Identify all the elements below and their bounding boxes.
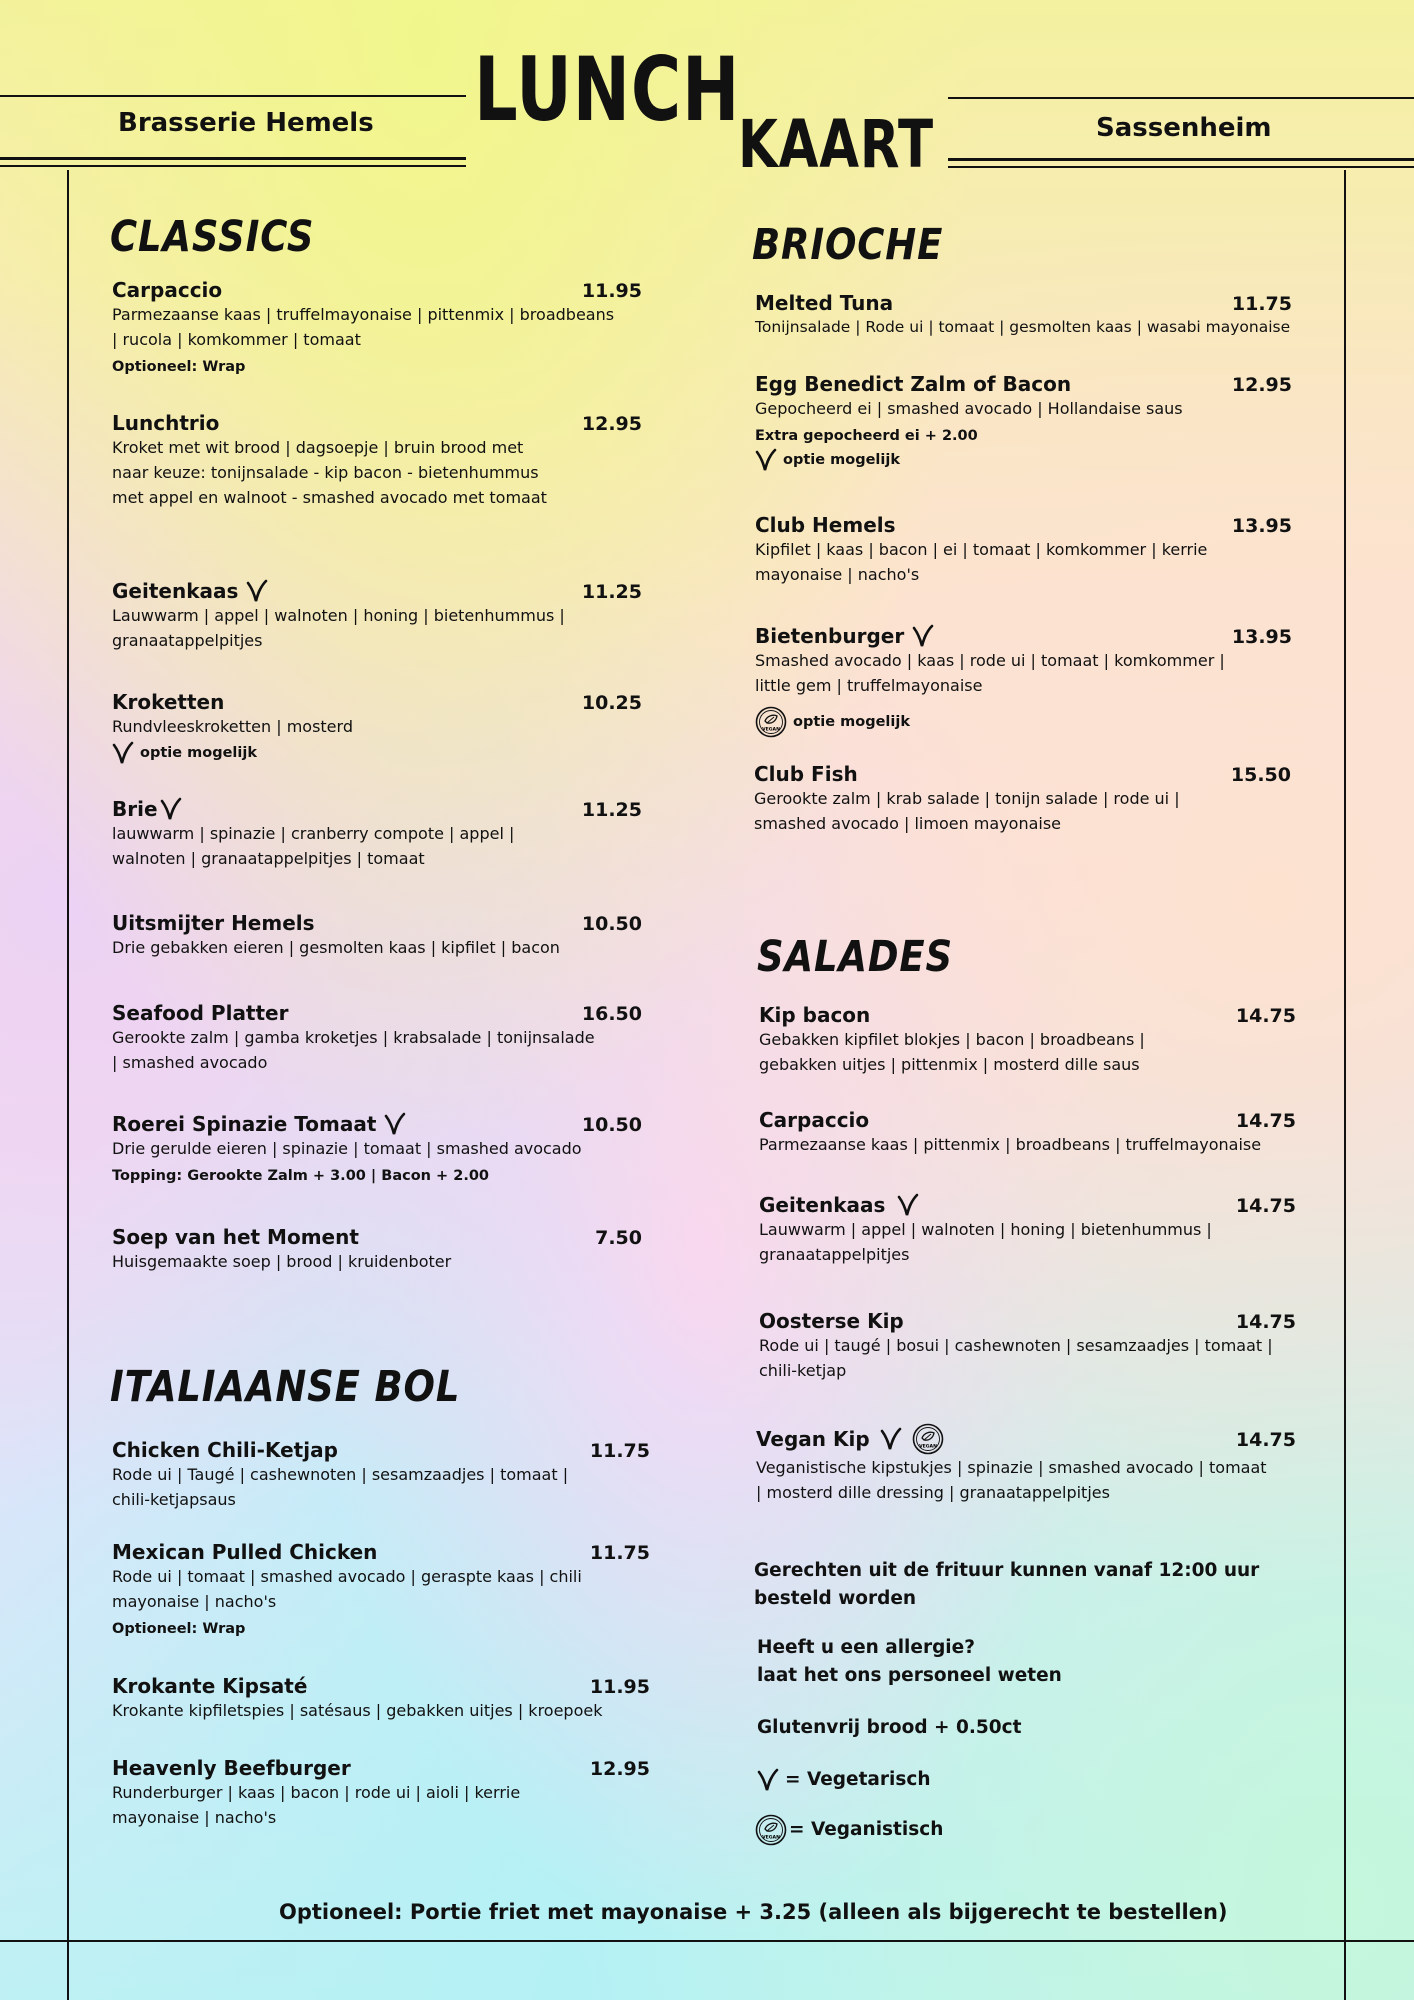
vegetarian-leaf-icon	[755, 448, 777, 472]
menu-item	[112, 1112, 642, 1184]
frituur-notice: Gerechten uit de frituur kunnen vanaf 12:00 uur besteld worden	[754, 1560, 1260, 1609]
item-description: Smashed avocado | kaas | rode ui | tomaat | komkommer | little gem | truffelmayonaise	[755, 651, 1225, 695]
item-description: Rode ui | tomaat | smashed avocado | geraspte kaas | chili mayonaise | nacho's	[112, 1567, 582, 1611]
vegetarian-leaf-icon	[112, 741, 134, 765]
gluten-free-notice: Glutenvrij brood + 0.50ct	[757, 1717, 1022, 1738]
item-name: Heavenly Beefburger	[112, 1756, 351, 1780]
header-line-right-bottom	[948, 158, 1414, 161]
menu-item	[759, 1003, 1296, 1077]
menu-item	[759, 1108, 1296, 1157]
menu-item	[755, 372, 1292, 472]
vegetarian-leaf-icon	[880, 1427, 902, 1451]
vegan-badge-icon	[912, 1423, 944, 1455]
item-price: 11.75	[589, 1440, 650, 1462]
item-description: Krokante kipfiletspies | satésaus | gebakken uitjes | kroepoek	[112, 1701, 603, 1720]
item-description: Rode ui | Taugé | cashewnoten | sesamzaadjes | tomaat | chili-ketjapsaus	[112, 1465, 569, 1509]
item-description: Runderburger | kaas | bacon | rode ui | aioli | kerrie mayonaise | nacho's	[112, 1783, 521, 1827]
menu-item	[112, 1540, 650, 1637]
menu-item	[112, 690, 642, 765]
item-name: Roerei Spinazie Tomaat	[112, 1112, 377, 1136]
item-name: Vegan Kip	[756, 1427, 870, 1451]
legend-vegan: = Veganistisch	[789, 1819, 944, 1840]
header-line-left-top	[0, 95, 466, 97]
item-note: Topping: Gerookte Zalm + 3.00 | Bacon + 2.00	[112, 1168, 489, 1184]
frame-left-border	[67, 170, 69, 2000]
menu-item	[756, 1423, 1296, 1505]
item-price: 13.95	[1231, 626, 1292, 648]
vegan-badge-icon	[755, 706, 787, 738]
item-description: Gerookte zalm | gamba kroketjes | krabsalade | tonijnsalade | smashed avocado	[112, 1028, 595, 1072]
item-name: Bietenburger	[755, 624, 905, 648]
menu-item	[754, 762, 1291, 836]
legend-vegetarian: = Vegetarisch	[785, 1769, 931, 1790]
item-price: 13.95	[1231, 515, 1292, 537]
menu-item	[755, 624, 1292, 738]
menu-item	[112, 579, 642, 653]
item-name: Geitenkaas	[759, 1193, 886, 1217]
vegetarian-leaf-icon	[246, 579, 268, 603]
item-description: Drie gerulde eieren | spinazie | tomaat | smashed avocado	[112, 1139, 582, 1158]
item-price: 10.50	[581, 913, 642, 935]
vegetarian-leaf-icon	[384, 1112, 406, 1136]
menu-item	[112, 911, 642, 960]
vegan-badge-icon	[755, 1814, 787, 1846]
item-description: Gebakken kipfilet blokjes | bacon | broadbeans | gebakken uitjes | pittenmix | mosterd dille saus	[759, 1030, 1145, 1074]
item-description: Gerookte zalm | krab salade | tonijn salade | rode ui | smashed avocado | limoen mayonaise	[754, 789, 1180, 833]
item-name: Club Fish	[754, 762, 858, 786]
item-name: Club Hemels	[755, 513, 896, 537]
allergy-notice-line1: Heeft u een allergie?	[757, 1637, 975, 1658]
item-price: 12.95	[1231, 374, 1292, 396]
frame-right-border	[1344, 170, 1346, 2000]
menu-item	[755, 513, 1292, 587]
item-note: Optioneel: Wrap	[112, 1621, 246, 1637]
item-price: 7.50	[595, 1227, 642, 1249]
allergy-notice-line2: laat het ons personeel weten	[757, 1665, 1062, 1686]
item-price: 14.75	[1235, 1005, 1296, 1027]
item-description: Gepocheerd ei | smashed avocado | Hollandaise saus	[755, 399, 1183, 418]
item-price: 11.25	[581, 799, 642, 821]
item-name: Brie	[112, 797, 158, 821]
item-name: Mexican Pulled Chicken	[112, 1540, 378, 1564]
item-note: optie mogelijk	[783, 452, 900, 468]
item-description: Huisgemaakte soep | brood | kruidenboter	[112, 1252, 452, 1271]
item-description: Parmezaanse kaas | pittenmix | broadbeans | truffelmayonaise	[759, 1135, 1262, 1154]
header-line-right-top	[948, 97, 1414, 99]
menu-item	[112, 1674, 650, 1723]
item-description: Parmezaanse kaas | truffelmayonaise | pittenmix | broadbeans | rucola | komkommer | tomaat	[112, 305, 615, 349]
section-title-brioche: BRIOCHE	[752, 220, 944, 270]
menu-item	[112, 1438, 650, 1512]
item-price: 10.50	[581, 1114, 642, 1136]
header-line-right-bottom2	[948, 166, 1414, 168]
item-name: Soep van het Moment	[112, 1225, 359, 1249]
vegetarian-leaf-icon	[160, 797, 182, 821]
section-title-salades: SALADES	[757, 932, 954, 982]
menu-item	[112, 278, 642, 375]
item-description: lauwwarm | spinazie | cranberry compote | appel | walnoten | granaatappelpitjes | tomaat	[112, 824, 515, 868]
menu-item	[112, 1225, 642, 1274]
brand-name-left: Brasserie Hemels	[118, 108, 374, 138]
item-note: Extra gepocheerd ei + 2.00	[755, 428, 978, 444]
item-price: 11.75	[589, 1542, 650, 1564]
menu-item	[112, 1001, 642, 1075]
frame-bottom-line	[0, 1940, 1414, 1942]
section-title-italiaanse-bol: ITALIAANSE BOL	[110, 1362, 461, 1412]
header-line-left-bottom2	[0, 165, 466, 167]
item-price: 11.95	[581, 280, 642, 302]
section-title-classics: CLASSICS	[110, 212, 315, 262]
item-price: 15.50	[1230, 764, 1291, 786]
item-description: Rode ui | taugé | bosui | cashewnoten | sesamzaadjes | tomaat | chili-ketjap	[759, 1336, 1273, 1380]
menu-item	[112, 1756, 650, 1830]
item-description: Lauwwarm | appel | walnoten | honing | bietenhummus | granaatappelpitjes	[759, 1220, 1212, 1264]
title-kaart: KAART	[738, 106, 934, 183]
item-price: 11.25	[581, 581, 642, 603]
footer-fries-note: Optioneel: Portie friet met mayonaise + 3.25 (alleen als bijgerecht te bestellen)	[279, 1900, 1228, 1924]
menu-item	[112, 411, 642, 510]
item-name: Oosterse Kip	[759, 1309, 904, 1333]
header-line-left-bottom	[0, 157, 466, 160]
item-description: Kroket met wit brood | dagsoepje | bruin brood met naar keuze: tonijnsalade - kip bacon - bietenhummus met appel en walnoot - smashed avocado met tomaat	[112, 438, 547, 507]
item-price: 12.95	[589, 1758, 650, 1780]
menu-item	[759, 1193, 1296, 1267]
item-price: 11.75	[1231, 293, 1292, 315]
item-price: 11.95	[589, 1676, 650, 1698]
svg-text:VEGAN: VEGAN	[918, 1444, 937, 1450]
item-description: Kipfilet | kaas | bacon | ei | tomaat | komkommer | kerrie mayonaise | nacho's	[755, 540, 1208, 584]
item-price: 14.75	[1235, 1195, 1296, 1217]
item-name: Uitsmijter Hemels	[112, 911, 315, 935]
svg-text:VEGAN: VEGAN	[762, 727, 780, 733]
item-name: Kip bacon	[759, 1003, 871, 1027]
item-name: Carpaccio	[759, 1108, 870, 1132]
menu-item	[112, 797, 642, 871]
svg-text:VEGAN: VEGAN	[762, 1835, 780, 1841]
item-name: Kroketten	[112, 690, 225, 714]
item-description: Rundvleeskroketten | mosterd	[112, 717, 353, 736]
location-name-right: Sassenheim	[1096, 113, 1272, 143]
item-note: optie mogelijk	[793, 714, 910, 730]
item-name: Seafood Platter	[112, 1001, 289, 1025]
item-name: Chicken Chili-Ketjap	[112, 1438, 338, 1462]
item-price: 14.75	[1235, 1311, 1296, 1333]
title-lunch: LUNCH	[474, 38, 741, 141]
item-description: Tonijnsalade | Rode ui | tomaat | gesmolten kaas | wasabi mayonaise	[755, 318, 1291, 336]
item-price: 10.25	[581, 692, 642, 714]
item-description: Veganistische kipstukjes | spinazie | smashed avocado | tomaat | mosterd dille dressing | granaatappelpitjes	[756, 1458, 1267, 1502]
item-price: 16.50	[581, 1003, 642, 1025]
item-note: Optioneel: Wrap	[112, 359, 246, 375]
vegetarian-leaf-icon	[897, 1193, 919, 1217]
item-price: 12.95	[581, 413, 642, 435]
menu-item	[755, 291, 1292, 340]
item-description: Lauwwarm | appel | walnoten | honing | bietenhummus | granaatappelpitjes	[112, 606, 565, 650]
item-name: Krokante Kipsaté	[112, 1674, 308, 1698]
item-note: optie mogelijk	[140, 745, 257, 761]
item-price: 14.75	[1235, 1110, 1296, 1132]
vegetarian-leaf-icon	[757, 1768, 779, 1792]
item-name: Carpaccio	[112, 278, 223, 302]
item-price: 14.75	[1235, 1429, 1296, 1451]
vegetarian-leaf-icon	[912, 624, 934, 648]
item-description: Drie gebakken eieren | gesmolten kaas | kipfilet | bacon	[112, 938, 560, 957]
item-name: Melted Tuna	[755, 291, 894, 315]
menu-item	[759, 1309, 1296, 1383]
item-name: Egg Benedict Zalm of Bacon	[755, 372, 1072, 396]
item-name: Lunchtrio	[112, 411, 220, 435]
item-name: Geitenkaas	[112, 579, 239, 603]
